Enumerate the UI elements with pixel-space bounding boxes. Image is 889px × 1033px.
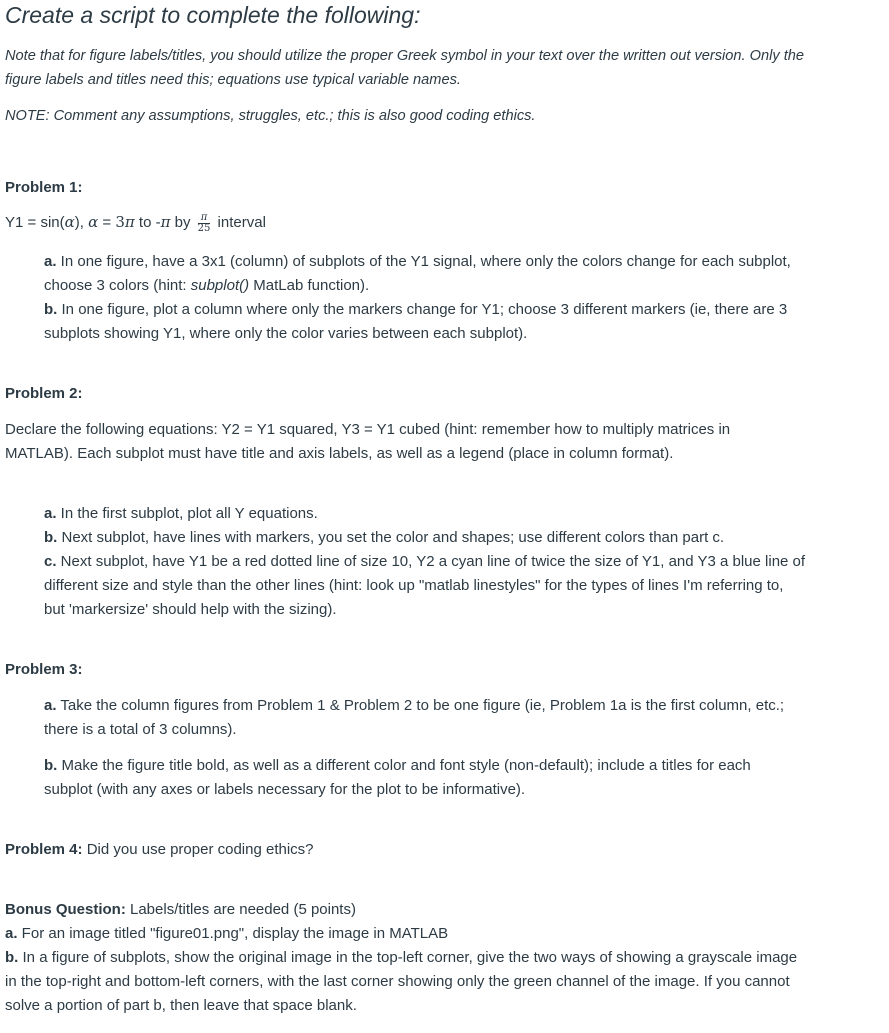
problem-2c-line-3: but 'markersize' should help with the sizing). (44, 601, 337, 618)
item-label: b. (44, 301, 58, 318)
eq-pi-1: π (124, 213, 135, 231)
problem-2c-line-2: different size and style than the other lines (hint: look up "matlab linestyles" for the types of lines I'm referring to, (44, 577, 784, 594)
fraction-numerator: π (198, 213, 211, 224)
eq-alpha-2: α (88, 213, 99, 231)
problem-2a-line-1 (44, 502, 318, 526)
bonus-b-line-2: in the top-right and bottom-left corners, with the last corner showing only the green channel of the image. If you cannot (5, 973, 790, 990)
item-label: c. (44, 553, 57, 570)
problem-4-text: Did you use proper coding ethics? (82, 841, 314, 858)
problem-2c-line-1 (44, 550, 805, 574)
problem-3b-line-1 (44, 754, 751, 778)
item-text: MatLab function). (249, 277, 370, 294)
pi-over-25-fraction (198, 213, 211, 234)
item-label: a. (44, 697, 57, 714)
problem-1a-line-2 (44, 274, 369, 298)
note-line-1: Note that for figure labels/titles, you should utilize the proper Greek symbol in your text over the written out version. Only the (5, 48, 804, 64)
eq-mid2: = (98, 214, 116, 231)
item-label: a. (44, 253, 57, 270)
eq-prefix: Y1 = sin( (5, 214, 65, 231)
problem-3a-line-1 (44, 694, 784, 718)
problem-1b-line-1 (44, 298, 787, 322)
bonus-text: Labels/titles are needed (5 points) (125, 901, 356, 918)
eq-by: by (170, 214, 195, 231)
problem-2-title: Problem 2: (5, 385, 83, 402)
problem-1b-line-2: subplots showing Y1, where only the color varies between each subplot). (44, 325, 528, 342)
item-text: In one figure, plot a column where only the markers change for Y1; choose 3 different markers (ie, there are 3 (57, 301, 788, 318)
eq-mid1: ), (74, 214, 89, 231)
bonus-b-line-1 (5, 946, 797, 970)
item-text: Next subplot, have Y1 be a red dotted line of size 10, Y2 a cyan line of twice the size of Y1, and Y3 a blue line of (56, 553, 806, 570)
item-label: b. (5, 949, 19, 966)
item-text: choose 3 colors (hint: (44, 277, 191, 294)
problem-1-title: Problem 1: (5, 179, 83, 196)
problem-4-line (5, 838, 314, 862)
problem-1-equation (5, 210, 266, 235)
bonus-line (5, 898, 356, 922)
note-line-3: NOTE: Comment any assumptions, struggles, etc.; this is also good coding ethics. (5, 108, 536, 124)
bonus-title: Bonus Question: (5, 901, 126, 918)
problem-2-intro-line-1: Declare the following equations: Y2 = Y1 squared, Y3 = Y1 cubed (hint: remember how to multiply matrices in (5, 421, 731, 438)
problem-2-intro-line-2: MATLAB). Each subplot must have title and axis labels, as well as a legend (place in column format). (5, 445, 674, 462)
item-label: b. (44, 757, 58, 774)
fraction-denominator: 25 (197, 222, 211, 234)
item-text: In a figure of subplots, show the original image in the top-left corner, give the two ways of showing a grayscale image (18, 949, 798, 966)
item-label: a. (44, 505, 57, 522)
page-heading: Create a script to complete the following: (5, 2, 421, 28)
eq-pi-2: π (160, 213, 171, 231)
item-text: Next subplot, have lines with markers, you set the color and shapes; use different colors than part c. (57, 529, 725, 546)
eq-alpha: α (64, 213, 75, 231)
item-text: Make the figure title bold, as well as a different color and font style (non-default); include a titles for each (57, 757, 751, 774)
problem-2b-line-1 (44, 526, 724, 550)
eq-suffix: interval (213, 214, 266, 231)
item-text: In the first subplot, plot all Y equations. (56, 505, 318, 522)
item-text: In one figure, have a 3x1 (column) of subplots of the Y1 signal, where only the colors change for each subplot, (56, 253, 791, 270)
item-text: Take the column figures from Problem 1 & Problem 2 to be one figure (ie, Problem 1a is the first column, etc.; (56, 697, 785, 714)
bonus-a-line-1 (5, 922, 448, 946)
problem-3-title: Problem 3: (5, 661, 83, 678)
problem-1a-line-1 (44, 250, 791, 274)
item-text: For an image titled "figure01.png", display the image in MATLAB (17, 925, 449, 942)
item-label: b. (44, 529, 58, 546)
eq-to: to - (134, 214, 161, 231)
problem-3b-line-2: subplot (with any axes or labels necessary for the plot to be informative). (44, 781, 526, 798)
problem-4-title: Problem 4: (5, 841, 83, 858)
subplot-function-text: subplot() (190, 277, 250, 294)
eq-three: 3 (115, 213, 125, 231)
item-label: a. (5, 925, 18, 942)
bonus-b-line-3: solve a portion of part b, then leave that space blank. (5, 997, 357, 1014)
problem-3a-line-2: there is a total of 3 columns). (44, 721, 237, 738)
note-line-2: figure labels and titles need this; equations use typical variable names. (5, 72, 461, 88)
